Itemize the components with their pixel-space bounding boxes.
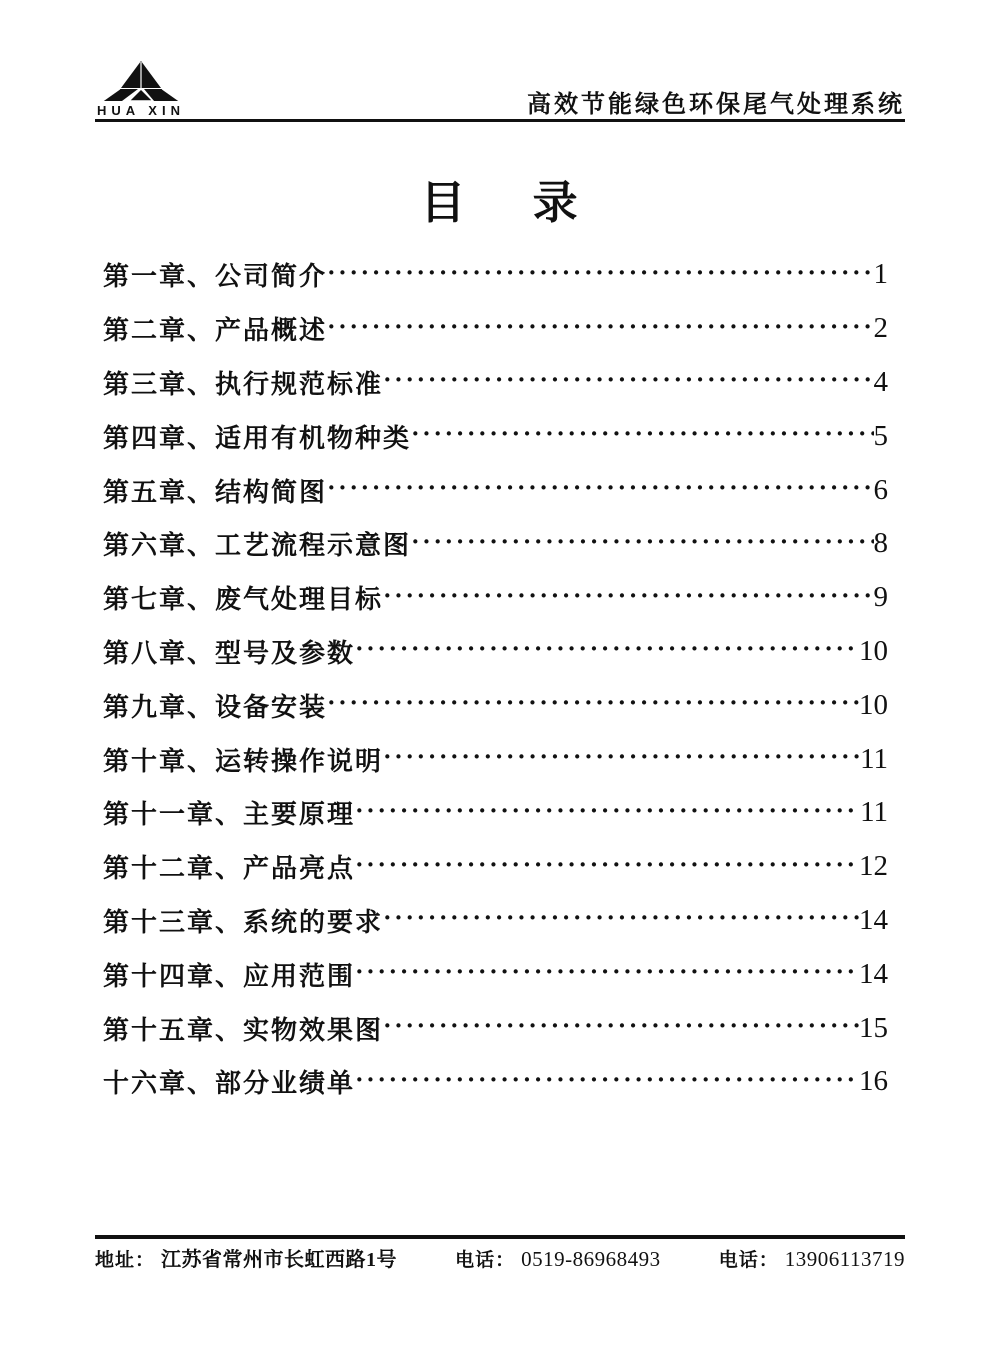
toc-entry: [103, 1001, 888, 1055]
header-tagline: 高效节能绿色环保尾气处理系统: [527, 92, 905, 118]
toc-entry-label: 第十五章、实物效果图: [103, 1015, 384, 1045]
toc-entry-page: 5: [873, 419, 888, 452]
toc-entry-page: 12: [859, 850, 888, 883]
toc-leader-dots: [327, 260, 873, 290]
toc-entry: [103, 517, 888, 571]
toc-leader-dots: [383, 744, 860, 774]
toc-entry-page: 10: [859, 688, 888, 721]
toc-entry-page: 9: [873, 581, 888, 614]
footer-divider: [95, 1235, 905, 1239]
toc-leader-dots: [355, 636, 859, 666]
toc-entry-label: 第十二章、产品亮点: [103, 854, 356, 884]
toc-entry-label: 第九章、设备安装: [103, 692, 328, 722]
toc-entry: [103, 678, 888, 732]
footer: [95, 1243, 905, 1272]
toc-entry-page: 2: [873, 312, 888, 345]
toc-leader-dots: [411, 529, 873, 559]
toc-entry-label: 第五章、结构简图: [103, 477, 328, 507]
footer-address-label: 地址：: [95, 1250, 156, 1271]
toc-entry-page: 10: [859, 634, 888, 667]
toc-entry-label: 第二章、产品概述: [103, 316, 328, 346]
toc-entry-label: 第一章、公司简介: [103, 262, 328, 292]
toc-entry-page: 11: [860, 742, 888, 775]
toc-entry: [103, 409, 888, 463]
table-of-contents: [103, 248, 888, 1109]
toc-entry: [103, 1055, 888, 1109]
toc-entry-label: 第十章、运转操作说明: [103, 746, 384, 776]
logo-text: HUA XIN: [95, 103, 187, 122]
toc-leader-dots: [355, 1067, 859, 1097]
footer-address-value: 江苏省常州市长虹西路1号: [161, 1249, 398, 1271]
toc-leader-dots: [411, 421, 873, 451]
toc-entry: [103, 625, 888, 679]
toc-entry-page: 15: [859, 1011, 888, 1044]
header-divider: [95, 119, 905, 122]
toc-leader-dots: [383, 1013, 859, 1043]
toc-entry: [103, 463, 888, 517]
footer-phone-2-label: 电话：: [718, 1250, 779, 1271]
footer-phone-2-value: 13906113719: [784, 1247, 905, 1271]
toc-entry-page: 14: [859, 957, 888, 990]
toc-leader-dots: [355, 798, 860, 828]
toc-entry-label: 第十一章、主要原理: [103, 800, 356, 830]
toc-entry-label: 第四章、适用有机物种类: [103, 423, 412, 453]
toc-entry-page: 6: [873, 473, 888, 506]
page-title: 目 录: [420, 178, 580, 228]
toc-leader-dots: [327, 314, 873, 344]
toc-entry-label: 第八章、型号及参数: [103, 638, 356, 668]
footer-phone-1: [455, 1245, 661, 1272]
toc-leader-dots: [383, 905, 859, 935]
footer-phone-1-value: 0519-86968493: [521, 1247, 661, 1271]
toc-entry-page: 16: [859, 1065, 888, 1098]
toc-entry: [103, 571, 888, 625]
toc-entry-label: 第六章、工艺流程示意图: [103, 531, 412, 561]
company-logo: [95, 60, 187, 122]
toc-leader-dots: [355, 959, 859, 989]
toc-entry-label: 第三章、执行规范标准: [103, 369, 384, 399]
toc-entry-page: 14: [859, 903, 888, 936]
footer-phone-2: [719, 1245, 905, 1272]
footer-phone-1-label: 电话：: [455, 1250, 516, 1271]
toc-leader-dots: [383, 583, 873, 613]
toc-entry: [103, 786, 888, 840]
toc-entry-page: 1: [873, 258, 888, 291]
toc-entry: [103, 302, 888, 356]
toc-entry-page: 11: [860, 796, 888, 829]
toc-leader-dots: [355, 852, 859, 882]
toc-entry: [103, 248, 888, 302]
toc-entry: [103, 840, 888, 894]
toc-entry-label: 十六章、部分业绩单: [103, 1069, 356, 1099]
toc-entry-page: 4: [873, 365, 888, 398]
toc-leader-dots: [383, 367, 873, 397]
toc-entry: [103, 947, 888, 1001]
toc-entry: [103, 732, 888, 786]
toc-entry-label: 第七章、废气处理目标: [103, 585, 384, 615]
toc-entry-label: 第十四章、应用范围: [103, 961, 356, 991]
toc-entry: [103, 356, 888, 410]
mountain-logo-icon: [102, 60, 180, 102]
toc-leader-dots: [327, 475, 873, 505]
toc-entry: [103, 894, 888, 948]
toc-entry-page: 8: [873, 527, 888, 560]
toc-leader-dots: [327, 690, 859, 720]
toc-entry-label: 第十三章、系统的要求: [103, 907, 384, 937]
footer-address: [95, 1243, 397, 1272]
